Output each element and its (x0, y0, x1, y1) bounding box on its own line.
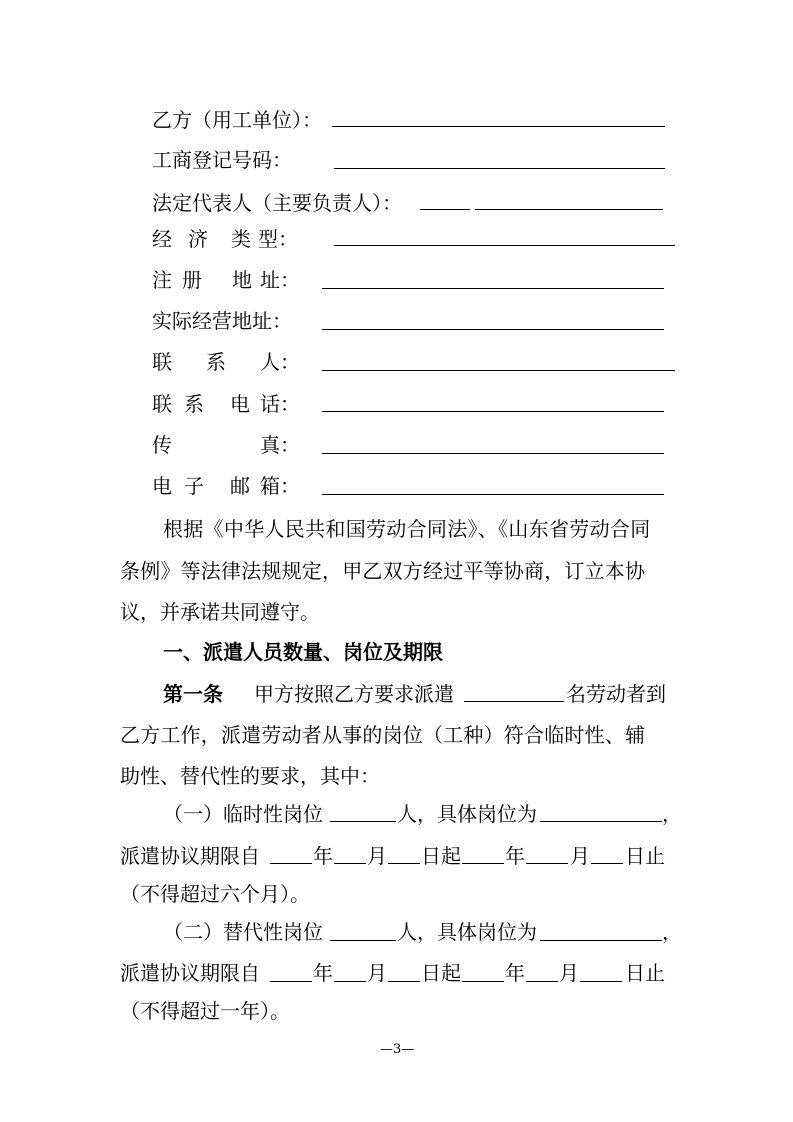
reg-addr-blank[interactable] (322, 288, 664, 289)
temp-start-year-blank[interactable] (270, 863, 312, 864)
fax-blank[interactable] (322, 453, 664, 454)
article-1-line-3: 助性、替代性的要求，其中： (120, 764, 380, 788)
sub-month-2: 月 (559, 961, 579, 985)
sub-end-year-blank[interactable] (462, 981, 504, 982)
sub-start-year-blank[interactable] (270, 981, 312, 982)
sub-year-1: 年 (313, 961, 333, 985)
article-1-text-a: 甲方按照乙方要求派遣 (254, 682, 454, 706)
contact-phone-blank[interactable] (322, 411, 664, 412)
sub-post-people: 人，具体岗位为 (397, 920, 537, 944)
sub-year-2: 年 (505, 961, 525, 985)
article-1-line-2: 乙方工作，派遣劳动者从事的岗位（工种）符合临时性、辅 (120, 723, 646, 747)
sub-post-comma: ， (662, 920, 682, 944)
temp-start-day-blank[interactable] (388, 863, 420, 864)
article-1-label: 第一条 (163, 682, 223, 706)
temp-month-2: 月 (570, 844, 590, 868)
temp-post-prefix: （一）临时性岗位 (163, 802, 323, 826)
temp-day-to: 日止 (625, 844, 665, 868)
temp-start-month-blank[interactable] (334, 863, 366, 864)
sub-start-month-blank[interactable] (334, 981, 366, 982)
sub-month-1: 月 (367, 961, 387, 985)
temp-note: （不得超过六个月）。 (120, 882, 310, 906)
preamble-line-2: 条例》等法律法规规定，甲乙双方经过平等协商，订立本协 (120, 559, 646, 583)
temp-period-prefix: 派遣协议期限自 (120, 844, 260, 868)
sub-end-month-blank[interactable] (526, 981, 558, 982)
sub-period-prefix: 派遣协议期限自 (120, 961, 260, 985)
temp-post-comma: ， (662, 802, 682, 826)
legal-rep-blank-2[interactable] (475, 209, 663, 210)
section-heading: 一、派遣人员数量、岗位及期限 (163, 640, 443, 664)
reg-no-blank[interactable] (334, 168, 665, 169)
temp-post-position-blank[interactable] (540, 821, 662, 822)
econ-type-blank[interactable] (334, 245, 675, 246)
legal-rep-blank-1[interactable] (420, 209, 470, 210)
sub-end-day-blank[interactable] (580, 981, 622, 982)
temp-day-from: 日起 (421, 844, 461, 868)
temp-post-people-blank[interactable] (330, 821, 396, 822)
temp-post-people: 人，具体岗位为 (397, 802, 537, 826)
legal-rep-label: 法定代表人（主要负责人）： (152, 191, 402, 215)
sub-note: （不得超过一年）。 (120, 999, 290, 1023)
email-blank[interactable] (322, 494, 664, 495)
temp-end-month-blank[interactable] (526, 863, 568, 864)
preamble-line-1: 根据《中华人民共和国劳动合同法》、《山东省劳动合同 (163, 517, 651, 541)
sub-post-people-blank[interactable] (330, 940, 396, 941)
actual-addr-blank[interactable] (322, 329, 664, 330)
page-number: —3— (380, 1042, 415, 1057)
sub-post-position-blank[interactable] (540, 940, 662, 941)
temp-end-day-blank[interactable] (591, 863, 623, 864)
temp-end-year-blank[interactable] (462, 863, 504, 864)
sub-day-to: 日止 (625, 961, 665, 985)
actual-addr-label: 实际经营地址： (152, 309, 292, 333)
contact-person-blank[interactable] (322, 370, 675, 371)
sub-post-prefix: （二）替代性岗位 (163, 920, 323, 944)
reg-no-label: 工商登记号码： (152, 148, 292, 172)
temp-year-2: 年 (505, 844, 525, 868)
party-b-blank[interactable] (332, 126, 665, 127)
article-1-count-blank[interactable] (464, 701, 564, 702)
temp-month-1: 月 (367, 844, 387, 868)
sub-day-from: 日起 (421, 961, 461, 985)
temp-year-1: 年 (313, 844, 333, 868)
sub-start-day-blank[interactable] (388, 981, 420, 982)
party-b-label: 乙方（用工单位）： (152, 108, 322, 132)
article-1-text-b: 名劳动者到 (566, 682, 666, 706)
preamble-line-3: 议，并承诺共同遵守。 (120, 600, 320, 624)
